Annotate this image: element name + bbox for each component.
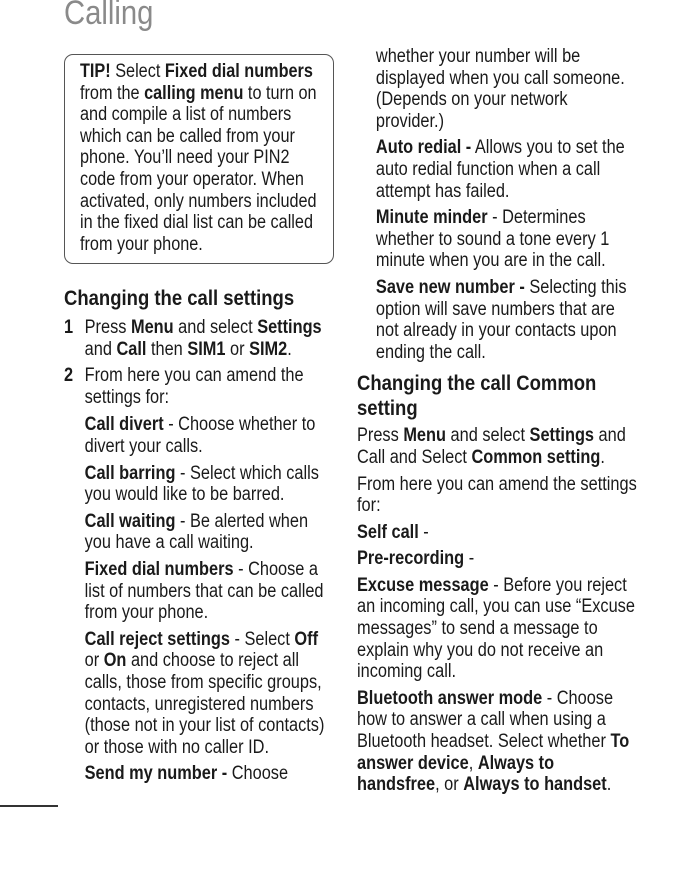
item-name: Save new number - — [375, 276, 525, 298]
intro-bold-2: Settings — [529, 425, 595, 447]
call-waiting-item — [85, 511, 336, 554]
right-column — [357, 46, 637, 801]
pre-recording-item — [357, 548, 637, 570]
item-desc: - Be alerted when you have a call waiting. — [84, 510, 309, 554]
item-name: Fixed dial numbers — [84, 558, 234, 580]
left-column — [64, 286, 336, 789]
intro-bold-3: Common setting — [471, 446, 601, 468]
bt-text-1: - Choose how to answer a call when using a Bluetooth headset. Select whether — [357, 687, 614, 753]
step1-text-5: or — [225, 338, 250, 360]
tip-bold-1: Fixed dial numbers — [164, 61, 313, 82]
item-desc: Choose — [227, 763, 289, 785]
item-name: Send my number - — [84, 763, 228, 785]
call-reject-item — [85, 629, 336, 759]
intro-text-4: . — [600, 446, 605, 468]
bt-bold-2: Always to handsfree — [357, 752, 555, 796]
item-name: Call divert — [84, 414, 164, 436]
item-name: Call reject settings — [84, 628, 230, 650]
reject-text-1: - Select — [229, 628, 295, 650]
minute-minder-item — [376, 207, 637, 272]
item-name: Self call — [357, 521, 419, 543]
item-desc: Selecting this option will save numbers that are not already in your contacts upon ending the call. — [375, 276, 627, 363]
intro-text-1: Press — [357, 425, 404, 447]
excuse-message-item — [357, 575, 637, 683]
step1-text-6: . — [287, 338, 292, 360]
item-desc: - Determines whether to sound a tone every 1 minute when you are in the call. — [375, 207, 610, 272]
bt-text-2: , — [468, 752, 478, 774]
step-number: 1 — [64, 317, 74, 338]
call-barring-item — [85, 463, 336, 506]
bt-bold-1: To answer device — [357, 731, 630, 774]
item-desc: - Select which calls you would like to be barred. — [84, 462, 319, 506]
item-name: Minute minder — [375, 207, 488, 229]
tip-label: TIP! — [80, 61, 111, 82]
item-desc: whether your number will be displayed when you call someone. (Depends on your network provider.) — [375, 46, 625, 132]
step1-bold-1: Menu — [130, 317, 174, 338]
step1-text-3: and — [84, 338, 117, 360]
reject-bold-off: Off — [294, 628, 319, 650]
bt-text-3: , or — [435, 774, 464, 796]
call-divert-item — [85, 414, 336, 457]
self-call-item — [357, 522, 637, 544]
step1-text-4: then — [146, 338, 188, 360]
item-desc: Allows you to set the auto redial function when a call attempt has failed. — [375, 137, 625, 202]
step1-text-1: Press — [84, 317, 131, 338]
common-amend: From here you can amend the settings for: — [357, 473, 637, 517]
item-desc: - Before you reject an incoming call, you can use “Excuse messages” to send a message to explain why you do not receive an incoming call. — [357, 574, 635, 683]
item-name: Call barring — [84, 462, 176, 484]
intro-text-2: and select — [445, 425, 530, 447]
item-name: Excuse message — [357, 574, 489, 596]
step1-bold-2: Settings — [257, 317, 322, 338]
send-number-item-cont — [376, 46, 637, 132]
reject-text-3: and choose to reject all calls, those from specific groups, contacts, unregistered numbers (those not in your list of contacts) or those with no caller ID. — [84, 650, 325, 758]
tip-bold-2: calling menu — [144, 82, 244, 104]
footer-rule — [0, 805, 58, 807]
step-2 — [64, 365, 336, 408]
page-title: Calling — [64, 0, 154, 32]
step1-bold-3: Call — [116, 338, 147, 360]
tip-text-3: to turn on and compile a list of numbers which can be called from your phone. You’ll need your PIN2 code from your operator. When activated, only numbers included in the fixed dial list can be called from your phone. — [80, 82, 317, 255]
bluetooth-answer-item — [357, 688, 637, 796]
tip-text — [80, 61, 328, 255]
common-settings-heading: Changing the call Common setting — [357, 371, 597, 421]
item-desc: - — [464, 548, 475, 570]
tip-text-2: from the — [80, 82, 145, 104]
item-name: Pre-recording — [357, 548, 465, 570]
bt-bold-3: Always to handset — [463, 774, 607, 796]
intro-bold-1: Menu — [403, 425, 446, 447]
fixed-dial-item — [85, 559, 336, 624]
step2-text: From here you can amend the settings for: — [84, 365, 304, 408]
item-desc: - Choose a list of numbers that can be called from your phone. — [84, 558, 324, 624]
item-name: Call waiting — [84, 510, 176, 532]
reject-bold-on: On — [103, 650, 127, 672]
step-1 — [64, 317, 336, 360]
item-desc: - Choose whether to divert your calls. — [84, 414, 316, 457]
step1-bold-5: SIM2 — [249, 338, 288, 360]
intro-text-3: and Call and Select — [357, 425, 626, 468]
common-intro — [357, 425, 637, 468]
step-number: 2 — [64, 365, 74, 387]
item-name: Bluetooth answer mode — [357, 687, 543, 709]
call-settings-heading: Changing the call settings — [64, 286, 295, 310]
save-new-number-item — [376, 277, 637, 363]
tip-text-1: Select — [110, 61, 165, 82]
bt-text-4: . — [606, 774, 612, 796]
step1-bold-4: SIM1 — [187, 338, 226, 360]
item-desc: - — [418, 521, 429, 543]
step1-text-2: and select — [173, 317, 258, 338]
auto-redial-item — [376, 137, 637, 202]
item-name: Auto redial - — [375, 137, 472, 159]
send-number-item-start — [85, 763, 336, 784]
reject-text-2: or — [84, 650, 104, 672]
